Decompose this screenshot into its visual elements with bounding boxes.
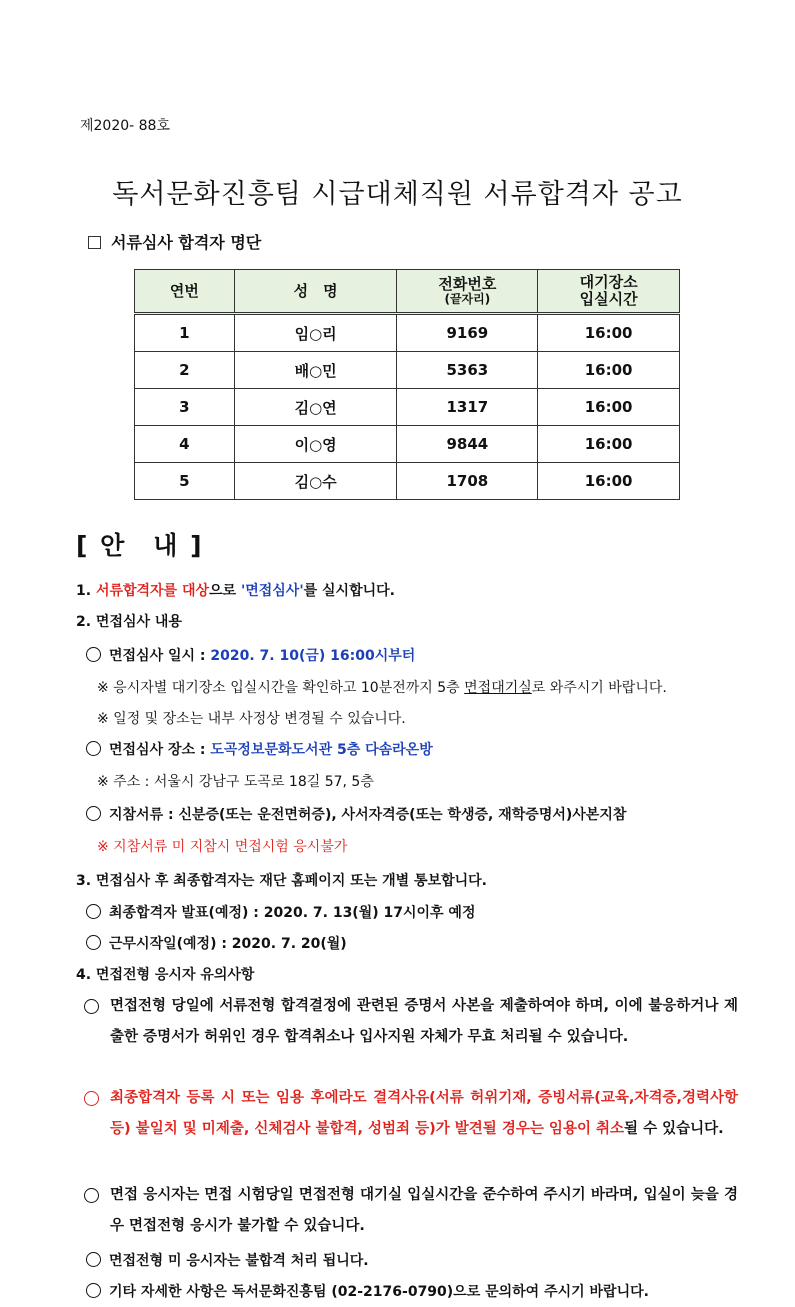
notice-title: [ 안 내 ] (76, 531, 204, 560)
interview-date (86, 645, 415, 665)
cell-no: 4 (135, 426, 235, 463)
caution-5 (86, 1281, 649, 1301)
section-heading (88, 230, 261, 253)
caution-1 (110, 991, 738, 1053)
cell-time: 16:00 (538, 463, 680, 500)
item1-mid: 으로 (209, 583, 241, 599)
caution-4-text: 면접전형 미 응시자는 불합격 처리 됩니다. (109, 1253, 369, 1269)
final-announce (86, 902, 475, 922)
start-date (86, 933, 347, 953)
note-documents: ※ 지참서류 미 지참시 면접시험 응시불가 (97, 839, 348, 855)
table-row (135, 426, 680, 463)
caution-3 (110, 1180, 738, 1242)
circle-bullet-icon (86, 647, 101, 662)
item1-suffix: 를 실시합니다. (303, 583, 395, 599)
document-number: 제2020- 88호 (80, 118, 170, 134)
start-date-text: 근무시작일(예정) : 2020. 7. 20(월) (109, 936, 347, 952)
header-phone-sub: (끝자리) (444, 292, 491, 306)
section-heading-text: 서류심사 합격자 명단 (111, 233, 262, 252)
cell-no: 5 (135, 463, 235, 500)
table-row (135, 389, 680, 426)
circle-bullet-icon (84, 1188, 99, 1203)
header-wait (538, 270, 680, 314)
cell-name: 임○리 (234, 314, 397, 352)
passers-table (134, 269, 680, 500)
page-title: 독서문화진흥팀 시급대체직원 서류합격자 공고 (112, 179, 683, 210)
notice-item-4: 4. 면접전형 응시자 유의사항 (76, 967, 255, 983)
header-wait-line1: 대기장소 (579, 273, 638, 291)
header-phone-label: 전화번호 (438, 275, 497, 293)
note-date (97, 677, 667, 697)
cell-time: 16:00 (538, 426, 680, 463)
documents-text: 지참서류 : 신분증(또는 운전면허증), 사서자격증(또는 학생증, 재학증명서)사본지참 (109, 807, 627, 823)
cell-no: 3 (135, 389, 235, 426)
circle-bullet-icon (84, 999, 99, 1014)
cell-name: 이○영 (234, 426, 397, 463)
interview-place-value: 도곡정보문화도서관 5층 다솜라온방 (210, 742, 433, 758)
table-row (135, 314, 680, 352)
note-address: ※ 주소 : 서울시 강남구 도곡로 18길 57, 5층 (97, 774, 374, 790)
header-no: 연번 (135, 270, 235, 314)
cell-name: 김○수 (234, 463, 397, 500)
final-announce-text: 최종합격자 발표(예정) : 2020. 7. 13(월) 17시이후 예정 (109, 905, 476, 921)
documents (86, 804, 626, 824)
cell-phone: 5363 (397, 352, 538, 389)
notice-item-3: 3. 면접심사 후 최종합격자는 재단 홈페이지 또는 개별 통보합니다. (76, 873, 487, 889)
header-phone (397, 270, 538, 314)
item1-prefix: 1. (76, 583, 96, 599)
note-date-underlined: 면접대기실 (464, 680, 532, 696)
table-row (135, 463, 680, 500)
interview-date-label: 면접심사 일시 : (109, 648, 211, 664)
header-name: 성 명 (234, 270, 397, 314)
checkbox-square-icon (88, 236, 101, 249)
note-date-a: ※ 응시자별 대기장소 입실시간을 확인하고 10분전까지 5층 (97, 680, 465, 696)
header-wait-line2: 입실시간 (579, 290, 638, 308)
cell-phone: 1708 (397, 463, 538, 500)
caution-5-text: 기타 자세한 사항은 독서문화진흥팀 (02-2176-0790)으로 문의하여 주시기 바랍니다. (109, 1284, 649, 1300)
note-schedule: ※ 일정 및 장소는 내부 사정상 변경될 수 있습니다. (97, 711, 406, 727)
caution-2-tail: 될 수 있습니다. (624, 1121, 724, 1137)
circle-bullet-icon (86, 1283, 101, 1298)
cell-no: 2 (135, 352, 235, 389)
caution-3-text: 면접 응시자는 면접 시험당일 면접전형 대기실 입실시간을 준수하여 주시기 바라며, 입실이 늦을 경우 면접전형 응시가 불가할 수 있습니다. (110, 1187, 738, 1234)
cell-phone: 1317 (397, 389, 538, 426)
notice-item-1 (76, 580, 395, 600)
interview-place (86, 739, 433, 759)
cell-time: 16:00 (538, 389, 680, 426)
circle-bullet-icon (86, 1252, 101, 1267)
interview-place-label: 면접심사 장소 : (109, 742, 211, 758)
cell-no: 1 (135, 314, 235, 352)
item1-red: 서류합격자를 대상 (95, 583, 210, 599)
cell-time: 16:00 (538, 352, 680, 389)
cell-name: 배○민 (234, 352, 397, 389)
caution-2 (110, 1083, 738, 1145)
table-row (135, 352, 680, 389)
caution-4 (86, 1250, 369, 1270)
note-date-b: 로 와주시기 바랍니다. (531, 680, 667, 696)
circle-bullet-icon (86, 806, 101, 821)
circle-bullet-icon (84, 1091, 99, 1106)
cell-phone: 9169 (397, 314, 538, 352)
notice-item-2: 2. 면접심사 내용 (76, 614, 182, 630)
caution-1-text: 면접전형 당일에 서류전형 합격결정에 관련된 증명서 사본을 제출하여야 하며, 이에 불응하거나 제출한 증명서가 허위인 경우 합격취소나 입사지원 자체가 무효 처리될 수 있습니다. (110, 998, 738, 1045)
item1-blue: '면접심사' (240, 583, 304, 599)
circle-bullet-icon (86, 904, 101, 919)
caution-2-red-text: 최종합격자 등록 시 또는 임용 후에라도 결격사유(서류 허위기재, 증빙서류(교육,자격증,경력사항 등) 불일치 및 미제출, 신체검사 불합격, 성범죄 등)가 발견될 경우는 임용이 취소 (110, 1090, 738, 1137)
circle-bullet-icon (86, 935, 101, 950)
cell-name: 김○연 (234, 389, 397, 426)
interview-date-value: 2020. 7. 10(금) 16:00시부터 (210, 648, 416, 664)
cell-time: 16:00 (538, 314, 680, 352)
cell-phone: 9844 (397, 426, 538, 463)
table-header-row (135, 270, 680, 314)
circle-bullet-icon (86, 741, 101, 756)
